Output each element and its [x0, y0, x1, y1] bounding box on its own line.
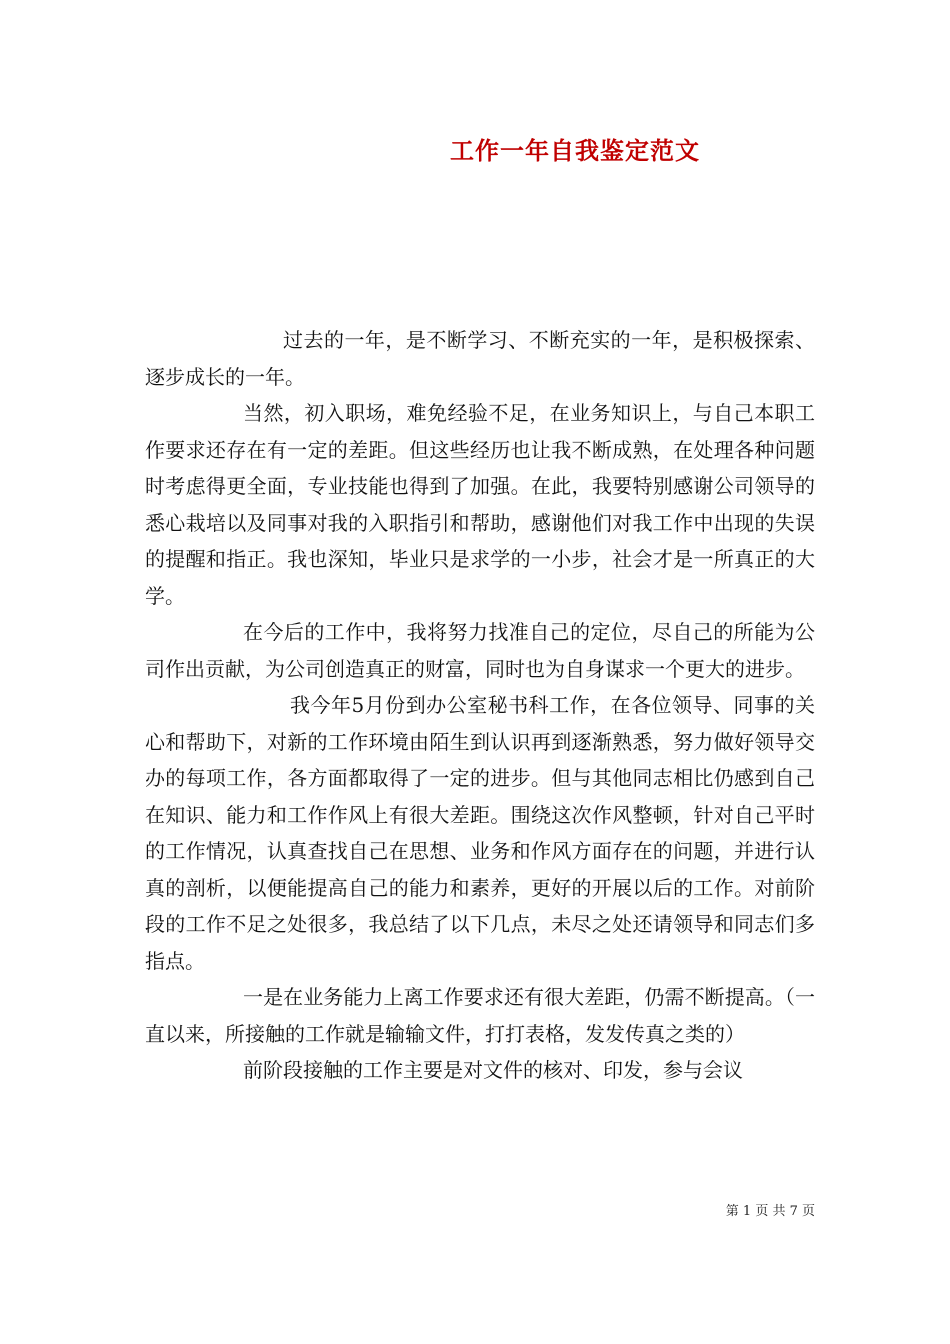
paragraph-1: 过去的一年，是不断学习、不断充实的一年，是积极探索、逐步成长的一年。	[145, 328, 815, 389]
paragraph-5: 一是在业务能力上离工作要求还有很大差距，仍需不断提高。（一直以来，所接触的工作就是输输文件，打打表格，发发传真之类的）	[145, 985, 815, 1046]
page-footer: 第 1 页 共 7 页	[725, 1204, 815, 1219]
document-title: 工作一年自我鉴定范文	[450, 136, 700, 165]
paragraph-6: 前阶段接触的工作主要是对文件的核对、印发，参与会议	[243, 1058, 743, 1082]
paragraph-2: 当然，初入职场，难免经验不足，在业务知识上，与自己本职工作要求还存在有一定的差距。但这些经历也让我不断成熟，在处理各种问题时考虑得更全面，专业技能也得到了加强。在此，我要特别感谢公司领导的悉心栽培以及同事对我的入职指引和帮助，感谢他们对我工作中出现的失误的提醒和指正。我也深知，毕业只是求学的一小步，社会才是一所真正的大学。	[145, 401, 815, 608]
document-body	[145, 322, 815, 1089]
paragraph-3: 在今后的工作中，我将努力找准自己的定位，尽自己的所能为公司作出贡献，为公司创造真正的财富，同时也为自身谋求一个更大的进步。	[145, 620, 815, 681]
paragraph-4: 我今年5月份到办公室秘书科工作，在各位领导、同事的关心和帮助下，对新的工作环境由陌生到认识再到逐渐熟悉，努力做好领导交办的每项工作，各方面都取得了一定的进步。但与其他同志相比仍感到自己在知识、能力和工作作风上有很大差距。围绕这次作风整顿，针对自己平时的工作情况，认真查找自己在思想、业务和作风方面存在的问题，并进行认真的剖析，以便能提高自己的能力和素养，更好的开展以后的工作。对前阶段的工作不足之处很多，我总结了以下几点，未尽之处还请领导和同志们多指点。	[145, 693, 815, 973]
